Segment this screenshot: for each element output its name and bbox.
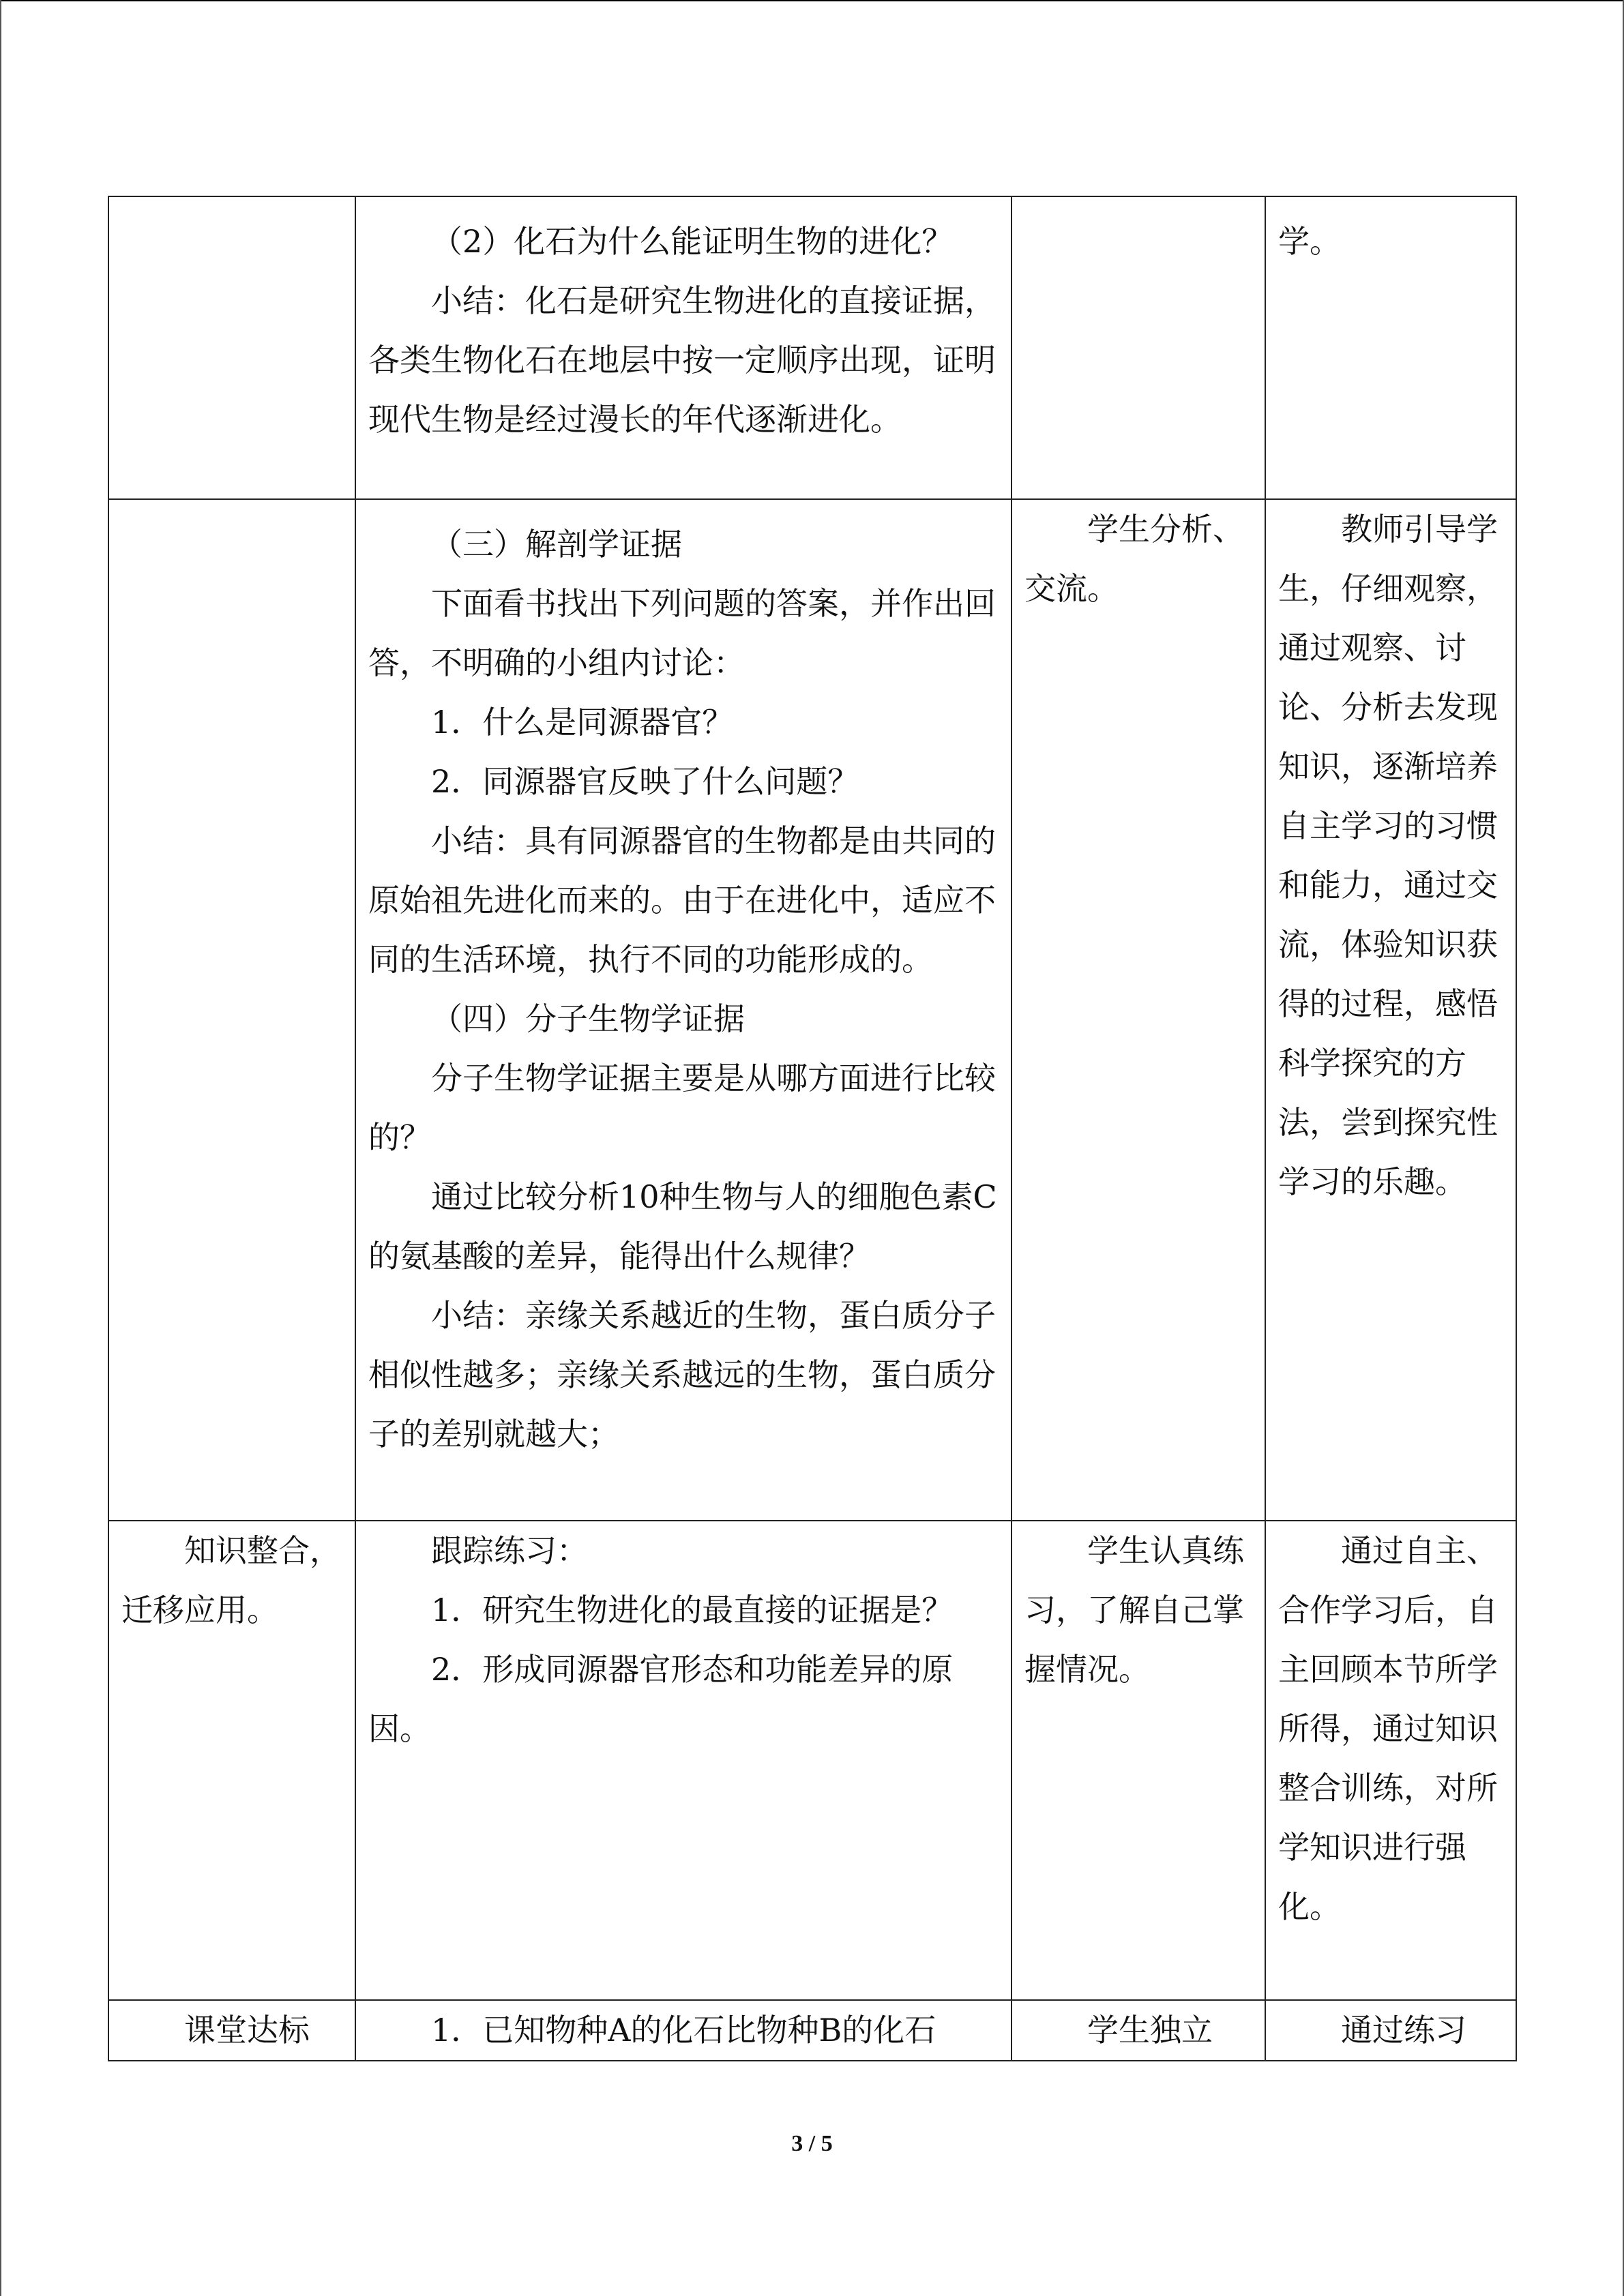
table-row [108, 2000, 1516, 2061]
row3-stage-cell [108, 1521, 355, 2000]
row2-intent-cell [1265, 499, 1516, 1521]
paragraph: 小结：亲缘关系越近的生物，蛋白质分子相似性越多；亲缘关系越远的生物，蛋白质分子的差别就越大； [368, 1297, 996, 1452]
paragraph: 课堂达标 [184, 2012, 310, 2048]
row4-stage-cell [108, 2000, 355, 2061]
paragraph: 通过比较分析10种生物与人的细胞色素C的氨基酸的差异，能得出什么规律？ [368, 1178, 997, 1274]
page-top-border [0, 0, 1624, 1]
row2-content-cell [355, 499, 1012, 1521]
paragraph: （四）分子生物学证据 [431, 1000, 745, 1037]
row2-student-cell [1012, 499, 1265, 1521]
paragraph: 学。 [1278, 223, 1341, 260]
page-left-border [0, 0, 1, 2296]
paragraph: （三）解剖学证据 [431, 526, 682, 563]
row4-intent-cell [1265, 2000, 1516, 2061]
paragraph: 分子生物学证据主要是从哪方面进行比较的？ [368, 1060, 996, 1156]
paragraph: 知识整合，迁移应用。 [121, 1532, 341, 1628]
paragraph: 1．研究生物进化的最直接的证据是？ [431, 1592, 954, 1628]
paragraph: 2．同源器官反映了什么问题？ [431, 763, 859, 800]
row3-content-cell [355, 1521, 1012, 2000]
page-number: 3 / 5 [791, 2131, 833, 2156]
lesson-plan-table [108, 196, 1517, 2061]
paragraph: 跟踪练习： [431, 1532, 588, 1569]
row4-content-cell [355, 2000, 1012, 2061]
paragraph: 1．已知物种A的化石比物种B的化石 [431, 2012, 936, 2048]
paragraph: 1．什么是同源器官？ [431, 704, 734, 741]
paragraph: 2．形成同源器官形态和功能差异的原因。 [368, 1651, 954, 1747]
paragraph: （2）化石为什么能证明生物的进化？ [431, 223, 954, 260]
paragraph: 通过自主、合作学习后，自主回顾本节所学所得，通过知识整合训练，对所学知识进行强化。 [1278, 1532, 1498, 1925]
row2-stage-cell [108, 499, 355, 1521]
paragraph: 小结：化石是研究生物进化的直接证据，各类生物化石在地层中按一定顺序出现，证明现代生物是经过漫长的年代逐渐进化。 [368, 282, 996, 438]
paragraph: 教师引导学生，仔细观察，通过观察、讨论、分析去发现知识，逐渐培养自主学习的习惯和能力，通过交流，体验知识获得的过程，感悟科学探究的方法，尝到探究性学习的乐趣。 [1278, 511, 1498, 1200]
paragraph: 小结：具有同源器官的生物都是由共同的原始祖先进化而来的。由于在进化中，适应不同的生活环境，执行不同的功能形成的。 [368, 822, 996, 978]
table-row [108, 1521, 1516, 2000]
paragraph: 学生分析、交流。 [1024, 511, 1244, 607]
table-row [108, 196, 1516, 499]
row3-intent-cell [1265, 1521, 1516, 2000]
table-row [108, 499, 1516, 1521]
paragraph: 学生认真练习，了解自己掌握情况。 [1024, 1532, 1244, 1688]
row1-stage-cell [108, 196, 355, 499]
row1-student-cell [1012, 196, 1265, 499]
row4-student-cell [1012, 2000, 1265, 2061]
row1-intent-cell [1265, 196, 1516, 499]
paragraph: 学生独立 [1087, 2012, 1213, 2048]
row1-content-cell [355, 196, 1012, 499]
row3-student-cell [1012, 1521, 1265, 2000]
paragraph: 下面看书找出下列问题的答案，并作出回答，不明确的小组内讨论： [368, 585, 996, 681]
paragraph: 通过练习 [1341, 2012, 1466, 2048]
